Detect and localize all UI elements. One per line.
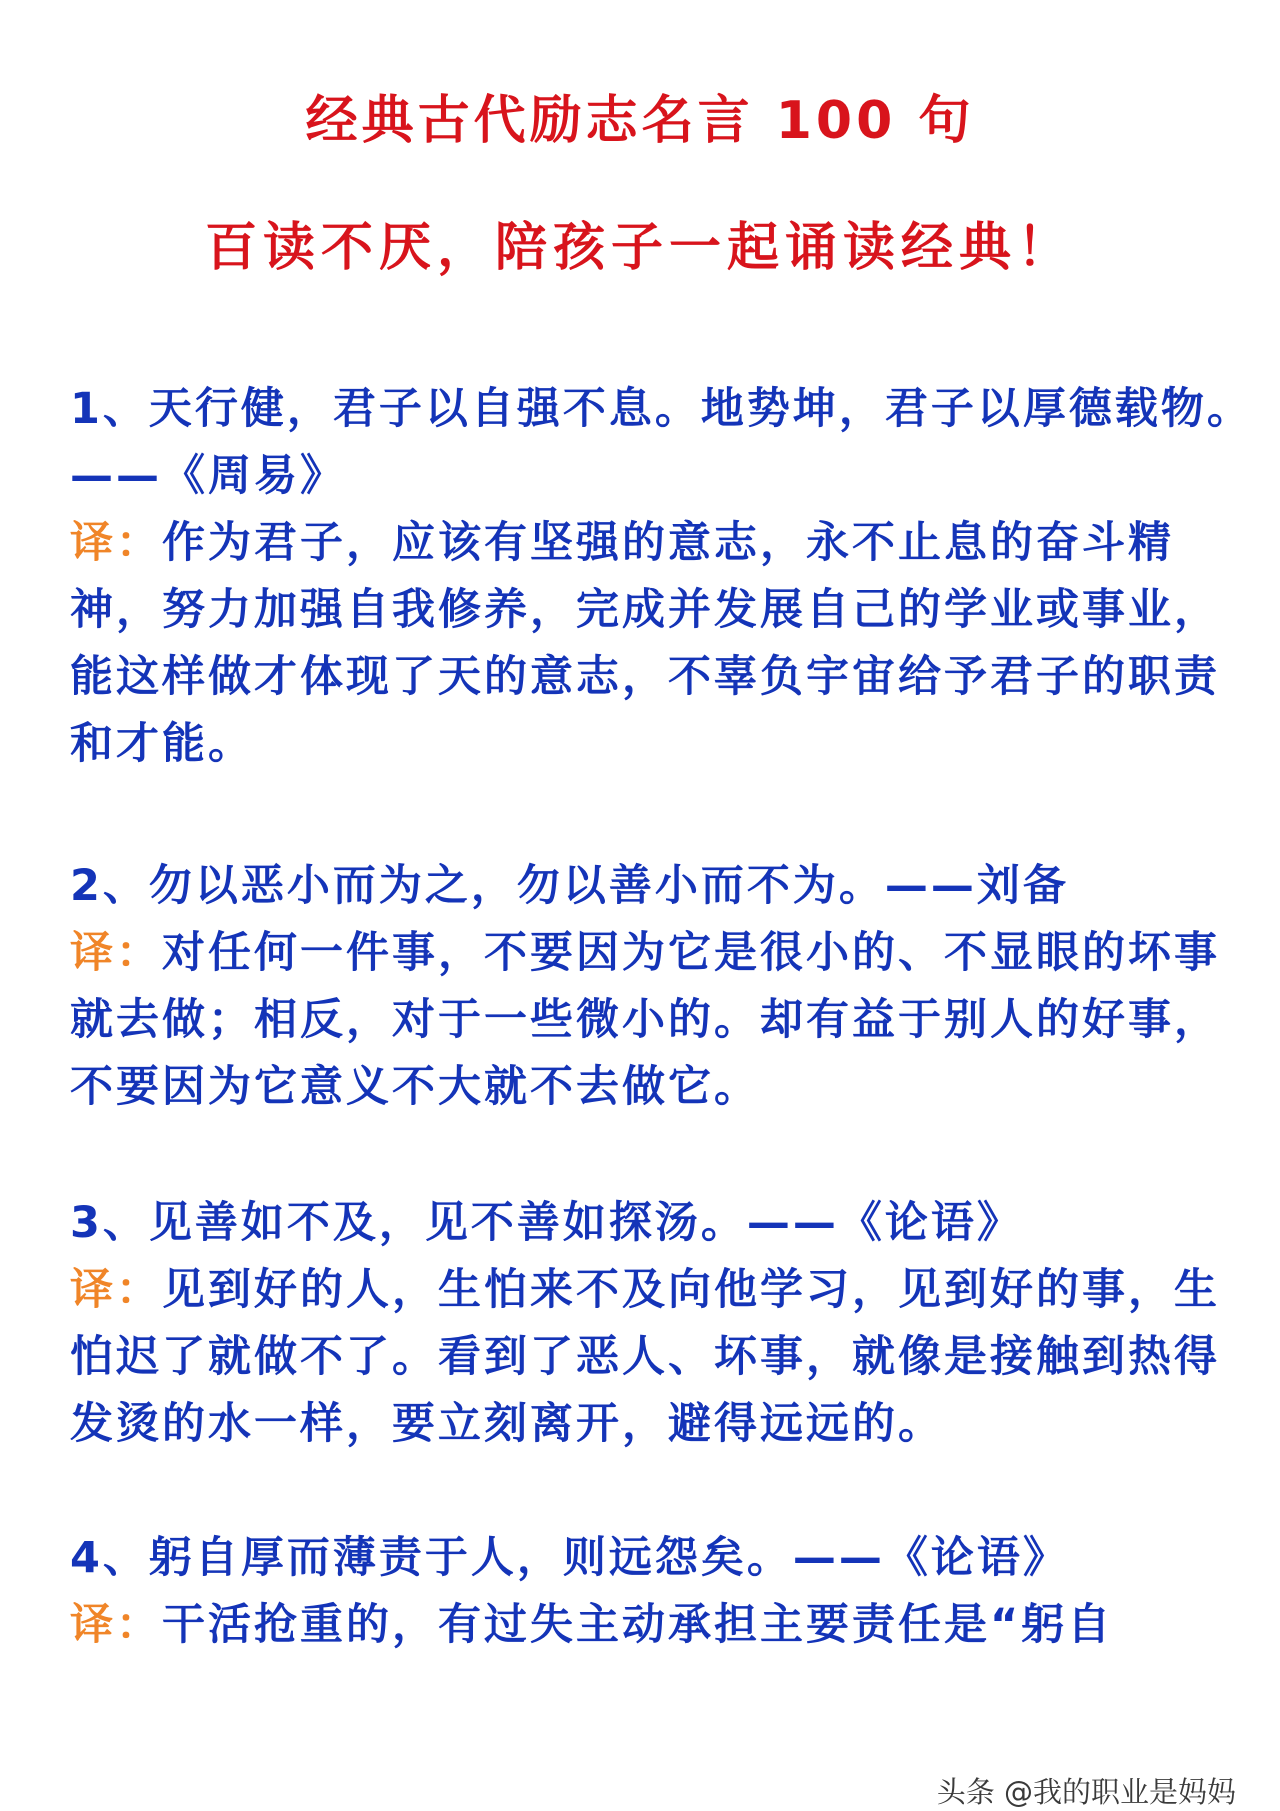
translation-label: 译： <box>70 928 162 978</box>
translation-text: 作为君子，应该有坚强的意志，永不止息的奋斗精神，努力加强自我修养，完成并发展自己的学业或事业，能这样做才体现了天的意志，不辜负宇宙给予君子的职责和才能。 <box>70 518 1220 769</box>
quote-text: 1、天行健，君子以自强不息。地势坤，君子以厚德载物。 <box>70 384 1253 434</box>
page-title: 经典古代励志名言 100 句 <box>305 91 975 151</box>
quote-entry-2 <box>70 853 1230 1121</box>
translation-text: 干活抢重的，有过失主动承担主要责任是“躬自 <box>162 1600 1114 1650</box>
quote-entry-3 <box>70 1190 1230 1458</box>
translation-label: 译： <box>70 1600 162 1650</box>
translation-text: 见到好的人，生怕来不及向他学习，见到好的事，生怕迟了就做不了。看到了恶人、坏事，就像是接触到热得发烫的水一样，要立刻离开，避得远远的。 <box>70 1265 1220 1449</box>
quote-text: 3、见善如不及，见不善如探汤。——《论语》 <box>70 1198 1023 1248</box>
quote-text: 4、躬自厚而薄责于人，则远怨矣。——《论语》 <box>70 1533 1069 1583</box>
translation-label: 译： <box>70 1265 162 1315</box>
translation-text: 对任何一件事，不要因为它是很小的、不显眼的坏事就去做；相反，对于一些微小的。却有益于别人的好事，不要因为它意义不大就不去做它。 <box>70 928 1220 1112</box>
translation-label: 译： <box>70 518 162 568</box>
quote-entry-4 <box>70 1525 1230 1659</box>
quote-entry-1 <box>70 376 1253 778</box>
page-subtitle: 百读不厌，陪孩子一起诵读经典！ <box>204 218 1075 278</box>
quote-text: 2、勿以恶小而为之，勿以善小而不为。——刘备 <box>70 861 1069 911</box>
quote-source: ——《周易》 <box>70 451 346 501</box>
author-watermark: 头条 @我的职业是妈妈 <box>936 1775 1236 1809</box>
